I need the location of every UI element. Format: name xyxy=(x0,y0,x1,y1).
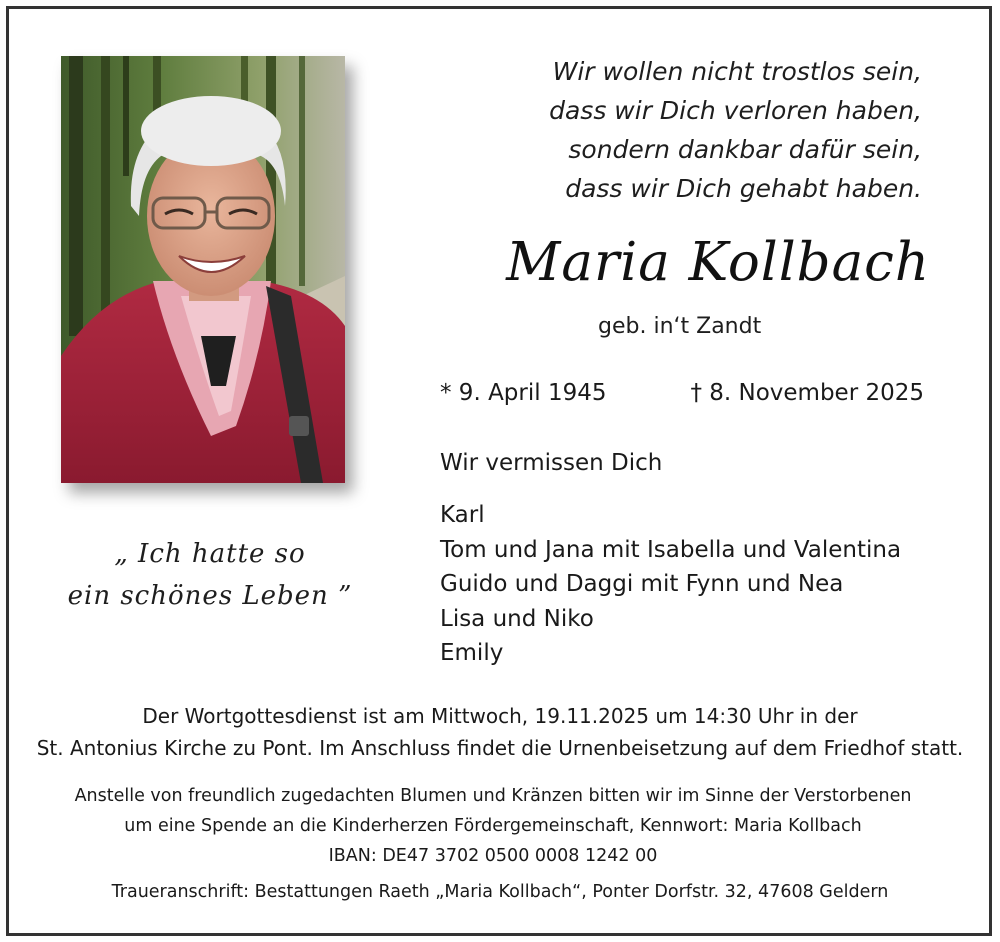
mourner-entry: Guido und Daggi mit Fynn und Nea xyxy=(440,571,844,597)
quote-line: ein schönes Leben ” xyxy=(67,581,353,611)
mourners-list xyxy=(440,498,901,671)
mourners-intro: Wir vermissen Dich xyxy=(440,450,663,476)
mourner-entry: Emily xyxy=(440,640,504,666)
poem-line: dass wir Dich verloren haben, xyxy=(549,96,922,125)
maiden-name: geb. in‘t Zandt xyxy=(598,314,762,339)
poem-line: sondern dankbar dafür sein, xyxy=(568,135,922,164)
mourner-entry: Karl xyxy=(440,502,485,528)
iban-line: IBAN: DE47 3702 0500 0008 1242 00 xyxy=(328,846,658,866)
portrait-image xyxy=(61,56,345,483)
donation-line: um eine Spende an die Kinderherzen Fördergemeinschaft, Kennwort: Maria Kollbach xyxy=(124,816,862,836)
quote xyxy=(40,533,380,617)
service-line: Der Wortgottesdienst ist am Mittwoch, 19.11.2025 um 14:30 Uhr in der xyxy=(142,704,858,728)
death-date: † 8. November 2025 xyxy=(690,380,924,406)
service-line: St. Antonius Kirche zu Pont. Im Anschluss findet die Urnenbeisetzung auf dem Friedhof statt. xyxy=(36,736,964,760)
donation-line: Anstelle von freundlich zugedachten Blumen und Kränzen bitten wir im Sinne der Verstorbenen xyxy=(74,786,912,806)
mourner-entry: Lisa und Niko xyxy=(440,605,594,632)
poem-line: Wir wollen nicht trostlos sein, xyxy=(552,57,922,86)
poem-line: dass wir Dich gehabt haben. xyxy=(565,174,922,203)
service-info xyxy=(0,700,1000,764)
donation-info xyxy=(0,781,986,871)
poem xyxy=(442,52,922,208)
mourning-address: Traueranschrift: Bestattungen Raeth „Maria Kollbach“, Ponter Dorfstr. 32, 47608 Geldern xyxy=(111,882,889,902)
deceased-name: Maria Kollbach xyxy=(506,232,930,293)
portrait-photo xyxy=(61,56,345,483)
birth-date: * 9. April 1945 xyxy=(440,380,607,406)
mourner-entry: Tom und Jana mit Isabella und Valentina xyxy=(440,536,902,563)
quote-line: „ Ich hatte so xyxy=(114,539,306,569)
